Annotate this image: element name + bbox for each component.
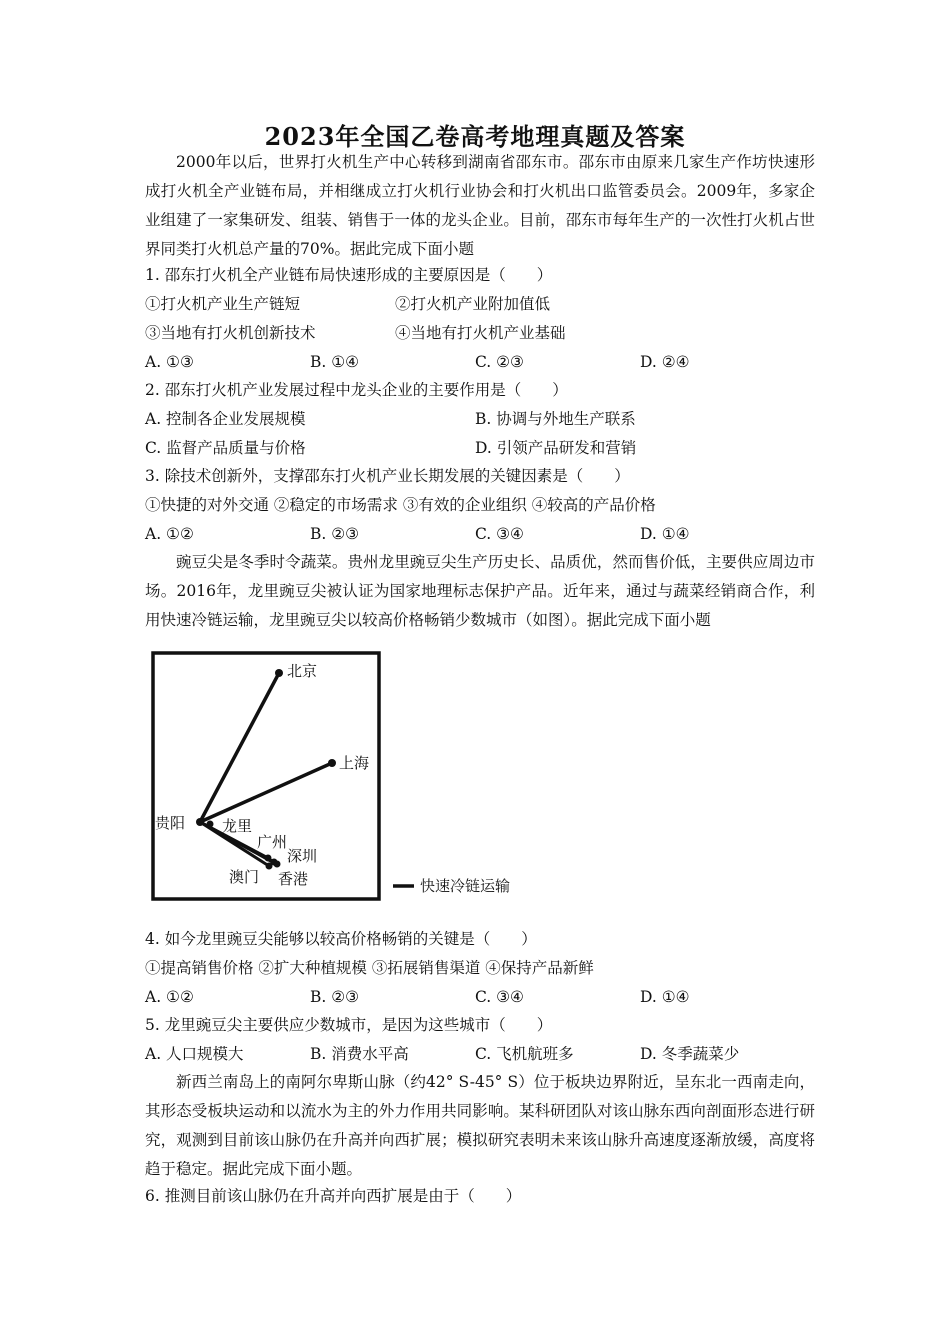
q1-item-1: ①打火机产业生产链短 xyxy=(145,295,301,313)
q1-item-3: ③当地有打火机创新技术 xyxy=(145,324,316,342)
q4-items: ①提高销售价格 ②扩大种植规模 ③拓展销售渠道 ④保持产品新鲜 xyxy=(145,959,594,977)
route-beijing xyxy=(200,673,279,822)
q4-option-a: A. ①② xyxy=(145,988,194,1006)
q1-option-b: B. ①④ xyxy=(310,353,360,371)
beijing-dot xyxy=(275,669,283,677)
q4-option-b: B. ②③ xyxy=(310,988,360,1006)
page-title: 2023年全国乙卷高考地理真题及答案 xyxy=(264,122,686,151)
cold-chain-map xyxy=(150,650,540,905)
label-guangzhou: 广州 xyxy=(257,833,288,851)
question-1-stem: 1. 邵东打火机全产业链布局快速形成的主要原因是（ ） xyxy=(145,266,553,284)
q2-option-c: C. 监督产品质量与价格 xyxy=(145,439,306,457)
question-2-stem: 2. 邵东打火机产业发展过程中龙头企业的主要作用是（ ） xyxy=(145,381,568,399)
q1-option-d: D. ②④ xyxy=(640,353,690,371)
longli-dot xyxy=(207,821,214,828)
passage-pea-shoots: 豌豆尖是冬季时令蔬菜。贵州龙里豌豆尖生产历史长、品质优，然而售价低，主要供应周边市场。2016年，龙里豌豆尖被认证为国家地理标志保护产品。近年来，通过与蔬菜经销商合作，利用快速冷链运输，龙里豌豆尖以较高价格畅销少数城市（如图）。据此完成下面小题 xyxy=(145,553,815,629)
q1-item-4: ④当地有打火机产业基础 xyxy=(395,324,566,342)
passage-lighter: 2000年以后，世界打火机生产中心转移到湖南省邵东市。邵东市由原来几家生产作坊快速形成打火机全产业链布局，并相继成立打火机行业协会和打火机出口监管委员会。2009年，多家企业组建了一家集研发、组装、销售于一体的龙头企业。目前，邵东市每年生产的一次性打火机占世界同类打火机总产量的70%。据此完成下面小题 xyxy=(145,153,815,258)
q4-option-d: D. ①④ xyxy=(640,988,690,1006)
shanghai-dot xyxy=(328,759,336,767)
guiyang-dot xyxy=(196,818,204,826)
q2-option-a: A. 控制各企业发展规模 xyxy=(145,410,306,428)
label-shenzhen: 深圳 xyxy=(287,847,318,865)
q4-option-c: C. ③④ xyxy=(475,988,524,1006)
question-6-stem: 6. 推测目前该山脉仍在升高并向西扩展是由于（ ） xyxy=(145,1187,522,1205)
label-macau: 澳门 xyxy=(229,868,260,886)
q3-option-b: B. ②③ xyxy=(310,525,360,543)
q1-option-a: A. ①③ xyxy=(145,353,194,371)
label-hongkong: 香港 xyxy=(278,870,309,888)
map-frame xyxy=(153,653,379,899)
q5-option-c: C. 飞机航班多 xyxy=(475,1045,574,1063)
legend-label: 快速冷链运输 xyxy=(420,877,511,895)
macau-dot xyxy=(266,863,273,870)
question-3-stem: 3. 除技术创新外，支撑邵东打火机产业长期发展的关键因素是（ ） xyxy=(145,467,630,485)
guangzhou-dot xyxy=(265,855,272,862)
q1-option-c: C. ②③ xyxy=(475,353,524,371)
question-4-stem: 4. 如今龙里豌豆尖能够以较高价格畅销的关键是（ ） xyxy=(145,930,537,948)
q5-option-d: D. 冬季蔬菜少 xyxy=(640,1045,740,1063)
label-shanghai: 上海 xyxy=(339,754,370,772)
q5-option-b: B. 消费水平高 xyxy=(310,1045,409,1063)
q2-option-b: B. 协调与外地生产联系 xyxy=(475,410,636,428)
label-guiyang: 贵阳 xyxy=(155,814,186,832)
q3-items: ①快捷的对外交通 ②稳定的市场需求 ③有效的企业组织 ④较高的产品价格 xyxy=(145,496,656,514)
question-5-stem: 5. 龙里豌豆尖主要供应少数城市，是因为这些城市（ ） xyxy=(145,1016,553,1034)
q1-item-2: ②打火机产业附加值低 xyxy=(395,295,551,313)
q3-option-d: D. ①④ xyxy=(640,525,690,543)
q5-option-a: A. 人口规模大 xyxy=(145,1045,244,1063)
label-longli: 龙里 xyxy=(222,817,253,835)
q2-option-d: D. 引领产品研发和营销 xyxy=(475,439,637,457)
hongkong-dot xyxy=(274,861,281,868)
passage-new-zealand: 新西兰南岛上的南阿尔卑斯山脉（约42° S-45° S）位于板块边界附近，呈东北一西南走向，其形态受板块运动和以流水为主的外力作用共同影响。某科研团队对该山脉东西向剖面形态进行研究，观测到目前该山脉仍在升高并向西扩展；模拟研究表明未来该山脉升高速度逐渐放缓，高度将趋于稳定。据此完成下面小题。 xyxy=(145,1073,815,1178)
q3-option-a: A. ①② xyxy=(145,525,194,543)
label-beijing: 北京 xyxy=(287,662,318,680)
q3-option-c: C. ③④ xyxy=(475,525,524,543)
route-shanghai xyxy=(200,763,332,822)
